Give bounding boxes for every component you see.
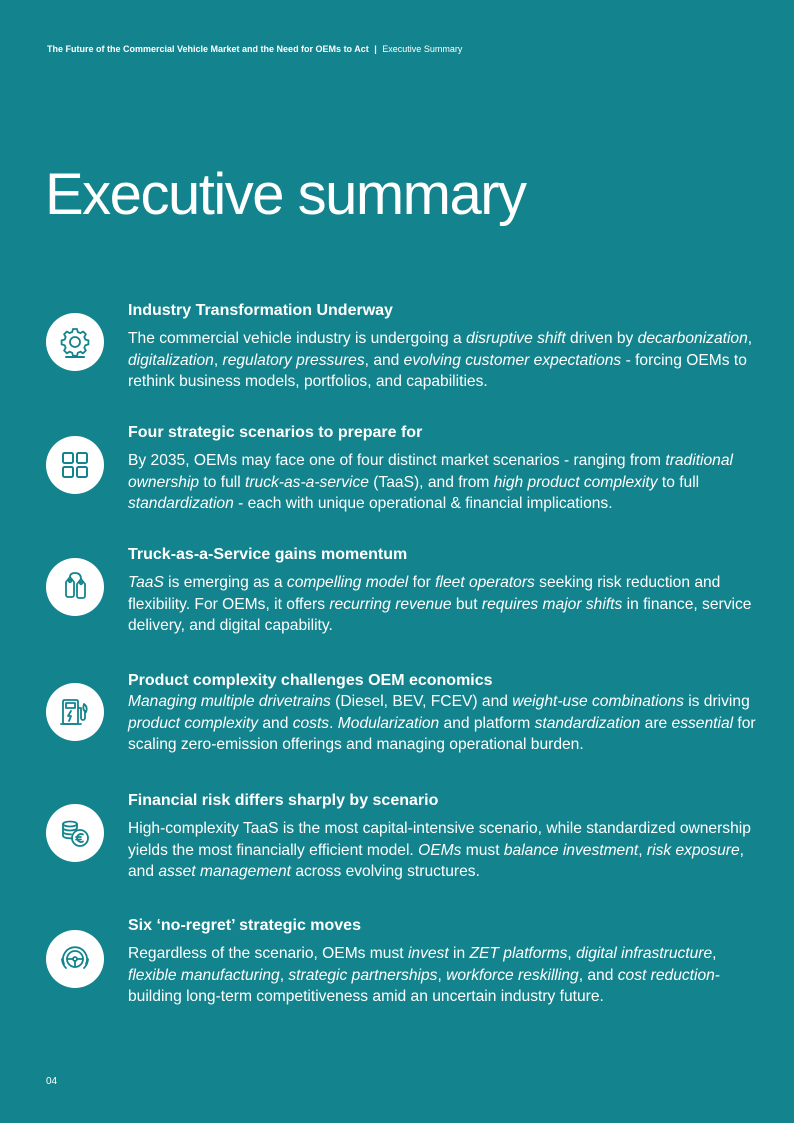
body-text: - forcing OEMs to rethink business models, portfolios, and capabilities.: [128, 351, 747, 391]
emphasis-text: OEMs: [418, 841, 462, 859]
body-text: to full: [657, 473, 700, 491]
emphasis-text: standardization: [128, 495, 234, 513]
body-text: ,: [638, 841, 647, 859]
emphasis-text: requires major shifts: [481, 595, 623, 613]
body-text: in finance, service delivery, and digital capability.: [128, 595, 752, 635]
emphasis-text: recurring revenue: [329, 595, 452, 613]
body-text: -building long-term competitiveness amid an uncertain industry future.: [128, 966, 721, 1006]
emphasis-text: standardization: [534, 714, 641, 732]
key-tag-icon: [46, 558, 104, 616]
body-text: - each with unique operational & financial implications.: [233, 495, 613, 513]
emphasis-text: essential: [671, 714, 734, 732]
emphasis-text: ZET platforms: [469, 945, 568, 962]
body-text: for scaling zero-emission offerings and managing operational burden.: [128, 714, 756, 754]
emphasis-text: decarbonization: [637, 330, 748, 347]
body-text: and platform: [439, 714, 535, 732]
body-text: but: [451, 595, 482, 613]
emphasis-text: Modularization: [337, 714, 440, 732]
coins-euro-icon: [46, 804, 104, 862]
body-text: driven by: [565, 330, 638, 347]
emphasis-text: TaaS: [128, 574, 164, 591]
emphasis-text: disruptive shift: [466, 330, 566, 347]
section-body: [128, 818, 768, 883]
emphasis-text: risk exposure: [646, 841, 740, 859]
section-body: [128, 691, 768, 756]
body-text: ,: [279, 966, 289, 984]
emphasis-text: balance investment: [503, 841, 639, 859]
body-text: (TaaS), and from: [368, 473, 494, 491]
body-text: ,: [567, 945, 577, 962]
page-number: 04: [46, 1076, 58, 1087]
body-text: must: [461, 841, 504, 859]
body-text: Regardless of the scenario, OEMs must: [128, 945, 408, 962]
emphasis-text: Managing multiple drivetrains: [128, 693, 331, 710]
section-label: Executive Summary: [382, 44, 463, 54]
body-text: seeking risk reduction and flexibility. For OEMs, it offers: [128, 574, 721, 613]
emphasis-text: digitalization: [128, 351, 214, 369]
emphasis-text: fleet operators: [435, 574, 535, 591]
section-title: Industry Transformation Underway: [128, 302, 393, 319]
body-text: are: [640, 714, 672, 732]
report-title: The Future of the Commercial Vehicle Market and the Need for OEMs to Act: [47, 44, 369, 54]
emphasis-text: evolving customer expectations: [403, 351, 622, 369]
emphasis-text: regulatory pressures: [222, 351, 365, 369]
gear-icon: [46, 313, 104, 371]
section-title: Truck-as-a-Service gains momentum: [128, 546, 408, 563]
emphasis-text: compelling model: [286, 574, 409, 591]
body-text: (Diesel, BEV, FCEV) and: [330, 693, 513, 710]
emphasis-text: digital infrastructure: [576, 945, 713, 962]
emphasis-text: strategic partnerships: [288, 966, 438, 984]
body-text: The commercial vehicle industry is undergoing a: [128, 330, 467, 347]
body-text: in: [448, 945, 470, 962]
emphasis-text: asset management: [158, 863, 291, 881]
body-text: ,: [213, 351, 223, 369]
section-title: Six ‘no-regret’ strategic moves: [128, 917, 361, 934]
header-separator: |: [374, 44, 377, 54]
section-body: [128, 943, 768, 1008]
body-text: ,: [747, 330, 753, 347]
body-text: across evolving structures.: [290, 863, 480, 881]
body-text: , and: [364, 351, 404, 369]
body-text: ,: [712, 945, 717, 962]
emphasis-text: weight-use combinations: [512, 693, 684, 710]
emphasis-text: cost reduction: [617, 966, 715, 984]
emphasis-text: workforce reskilling: [446, 966, 579, 984]
body-text: ,: [437, 966, 447, 984]
section-body: [128, 450, 768, 515]
body-text: for: [408, 574, 436, 591]
section-title: Four strategic scenarios to prepare for: [128, 424, 423, 441]
section-title: Financial risk differs sharply by scenario: [128, 792, 439, 809]
emphasis-text: invest: [407, 945, 449, 962]
body-text: .: [329, 714, 338, 732]
body-text: to full: [199, 473, 246, 491]
ev-charging-icon: [46, 683, 104, 741]
running-header: [47, 44, 462, 54]
body-text: and: [258, 714, 293, 732]
grid-icon: [46, 436, 104, 494]
section-body: [128, 328, 768, 393]
body-text: , and: [128, 841, 744, 881]
body-text: By 2035, OEMs may face one of four distinct market scenarios - ranging from: [128, 452, 666, 469]
emphasis-text: traditional ownership: [128, 452, 733, 491]
emphasis-text: flexible manufacturing: [128, 966, 280, 984]
emphasis-text: truck-as-a-service: [245, 473, 369, 491]
body-text: High-complexity TaaS is the most capital-intensive scenario, while standardized ownership yields the most financially efficient model.: [128, 820, 751, 859]
body-text: , and: [578, 966, 618, 984]
emphasis-text: costs: [292, 714, 330, 732]
body-text: is driving: [683, 693, 750, 710]
body-text: is emerging as a: [163, 574, 287, 591]
section-body: [128, 572, 768, 637]
emphasis-text: product complexity: [128, 714, 259, 732]
emphasis-text: high product complexity: [493, 473, 658, 491]
page-title: Executive summary: [45, 162, 526, 227]
steering-wheel-icon: [46, 930, 104, 988]
section-title: Product complexity challenges OEM economics: [128, 672, 493, 689]
